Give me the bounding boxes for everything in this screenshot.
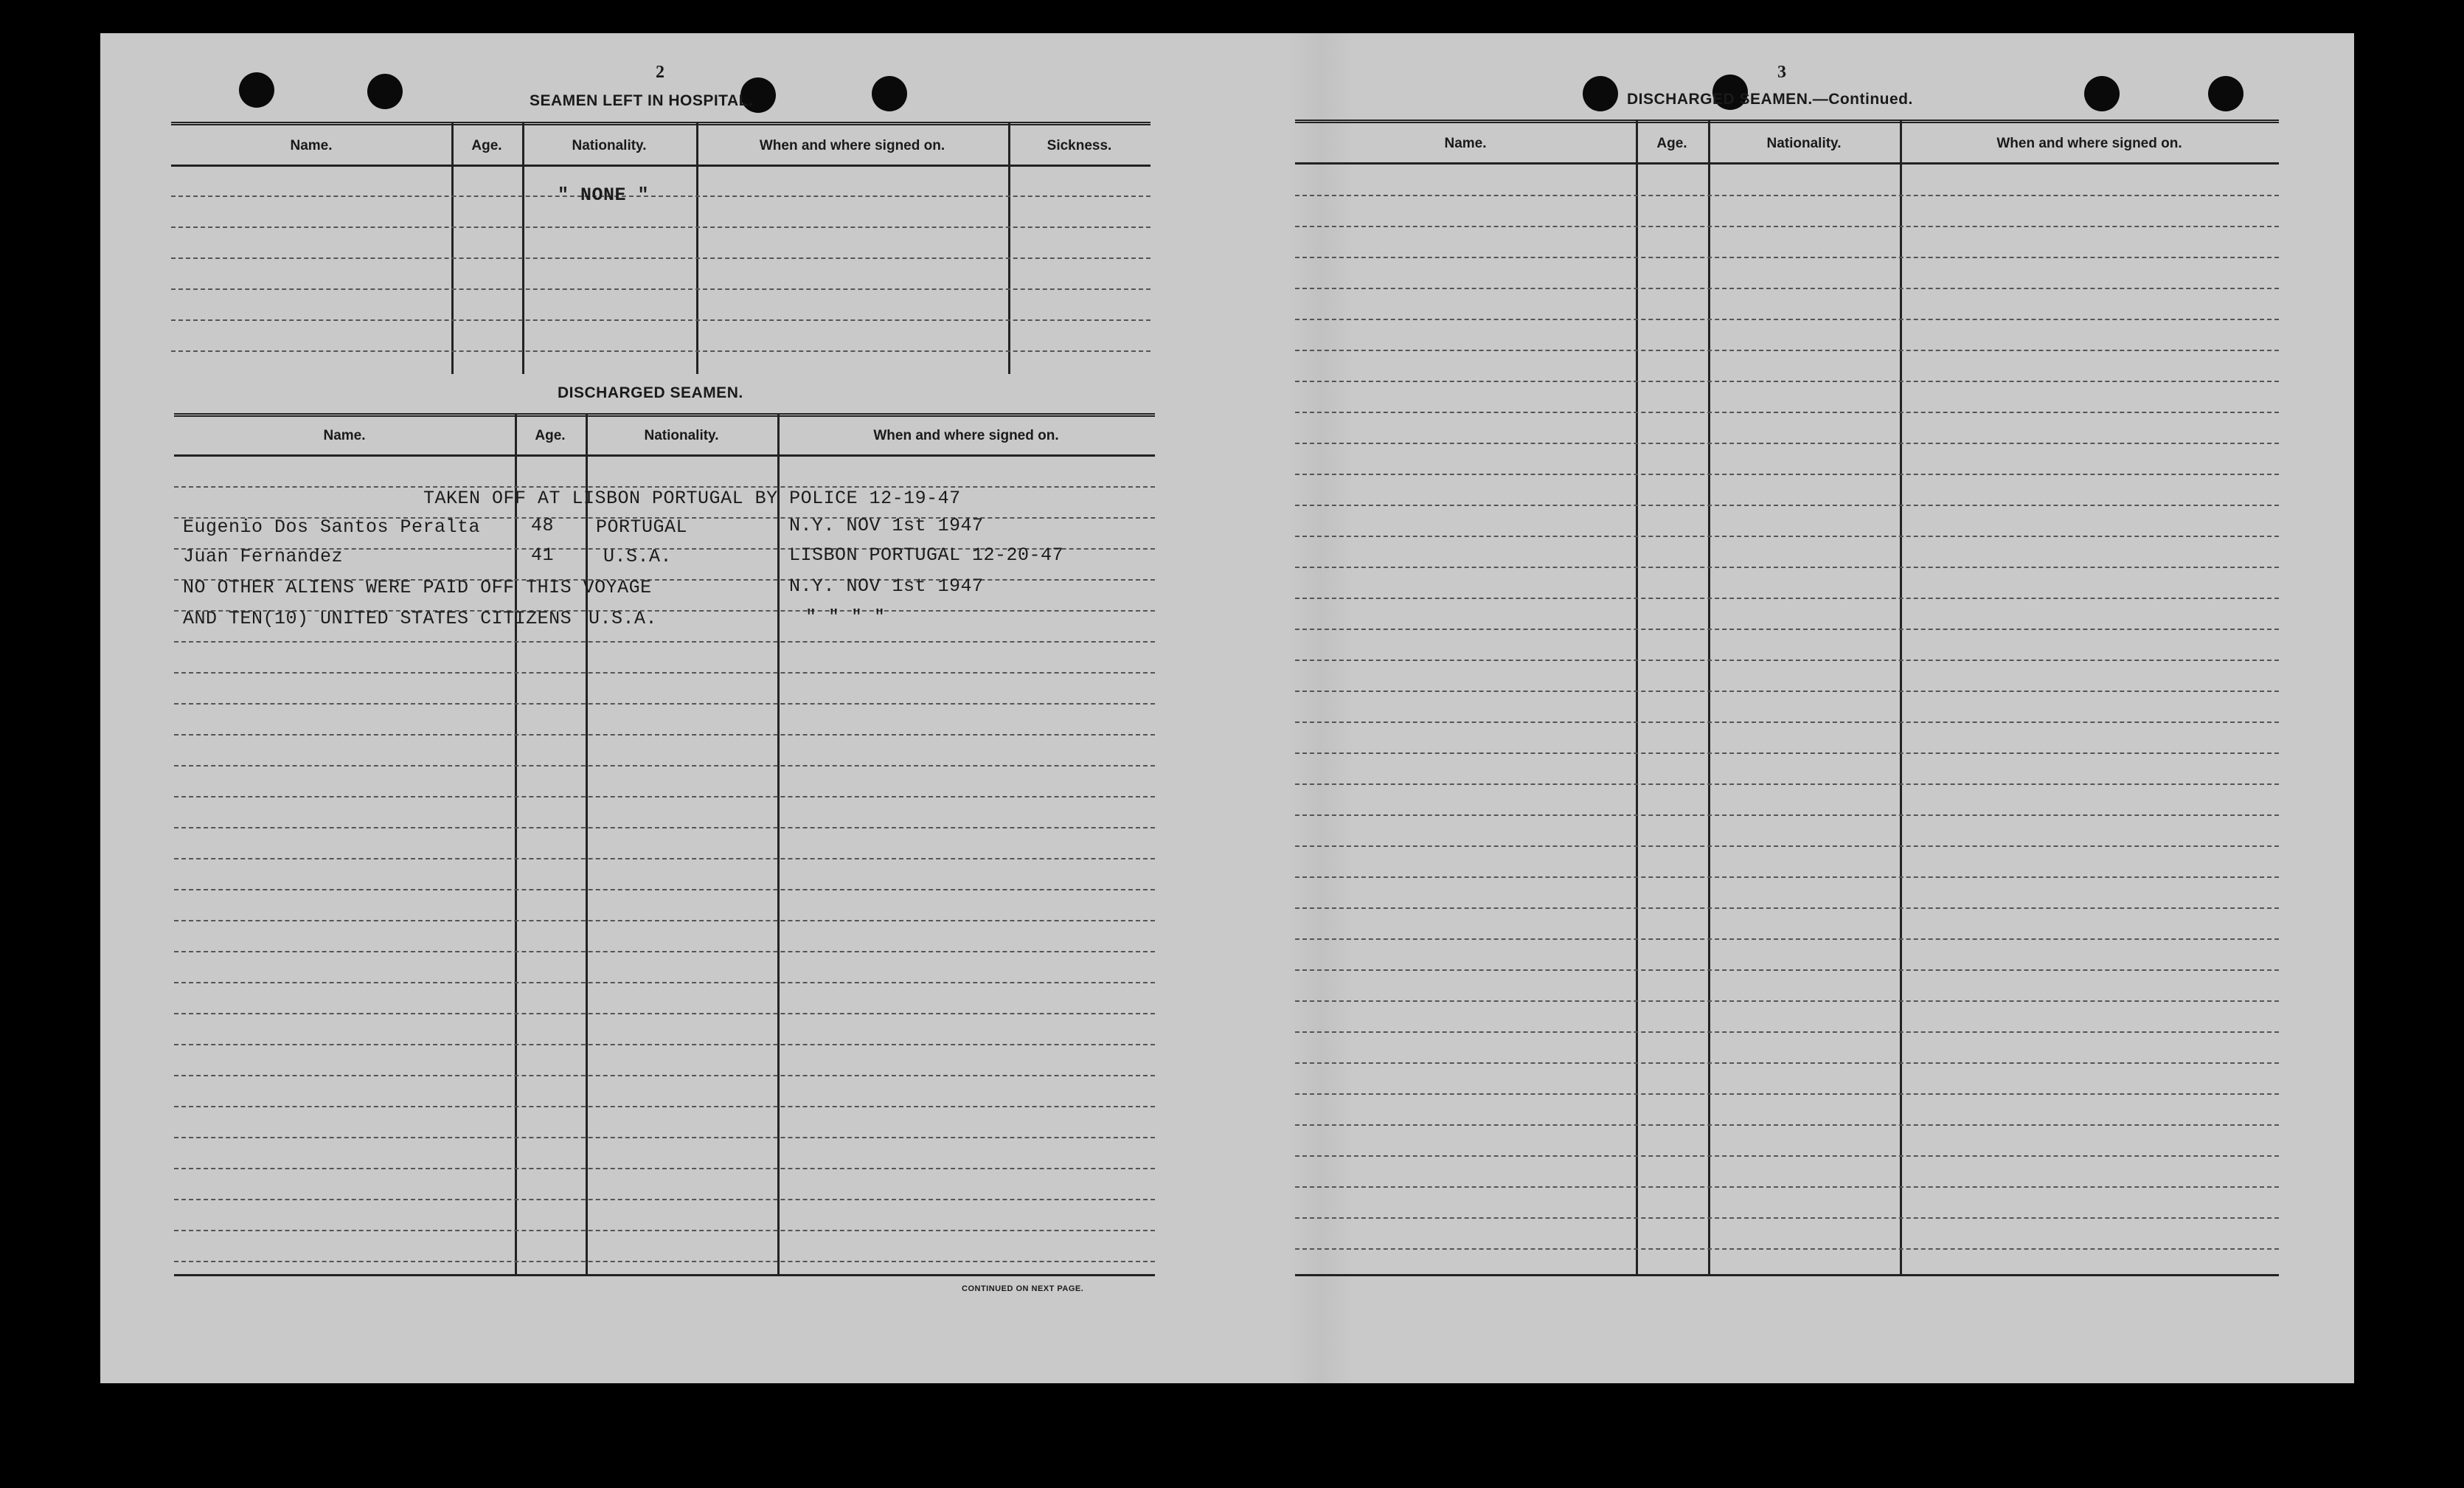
ruled-line [174, 765, 1155, 767]
table-rule [174, 454, 1155, 457]
ruled-line [1295, 536, 2279, 537]
discharged-continued-table [1295, 120, 2279, 1276]
ruled-line [174, 672, 1155, 674]
ruled-line [1295, 1155, 2279, 1157]
ruled-line [174, 889, 1155, 890]
ruled-line [1295, 226, 2279, 227]
row-1-signed-on: N.Y. NOV 1st 1947 [789, 515, 984, 536]
column-header-signed-on: When and where signed on. [873, 428, 1059, 443]
ruled-line [1295, 567, 2279, 568]
ruled-line [1295, 814, 2279, 816]
document-sheet [100, 33, 2354, 1383]
ruled-line [1295, 1062, 2279, 1064]
ruled-line [174, 1106, 1155, 1107]
ruled-line [1295, 474, 2279, 475]
row-4-name: AND TEN(10) UNITED STATES CITIZENS [183, 608, 572, 629]
row-2-nationality: U.S.A. [603, 546, 673, 567]
ruled-line [171, 350, 1151, 352]
ruled-line [174, 827, 1155, 828]
punch-hole [2084, 76, 2120, 111]
ruled-line [171, 257, 1151, 259]
right-section-title: DISCHARGED SEAMEN.—Continued. [1627, 91, 1913, 108]
continued-note: CONTINUED ON NEXT PAGE. [962, 1284, 1084, 1293]
ruled-line [174, 951, 1155, 952]
ruled-line [1295, 1186, 2279, 1188]
row-3-name: NO OTHER ALIENS WERE PAID OFF THIS VOYAGE [183, 577, 652, 598]
hospital-none-entry: " NONE " [558, 184, 650, 206]
punch-hole [872, 76, 907, 111]
column-header-signed-on: When and where signed on. [1996, 136, 2182, 151]
column-header-signed-on: When and where signed on. [759, 138, 945, 153]
row-1-nationality: PORTUGAL [596, 516, 688, 538]
ruled-line [1295, 443, 2279, 444]
police-note: TAKEN OFF AT LISBON PORTUGAL BY POLICE 12-19-47 [423, 488, 961, 509]
column-header-name: Name. [323, 428, 366, 443]
row-1-name: Eugenio Dos Santos Peralta [183, 516, 481, 538]
ruled-line [174, 920, 1155, 921]
ruled-line [1295, 721, 2279, 723]
ruled-line [1295, 288, 2279, 289]
ruled-line [174, 734, 1155, 736]
table-rule [171, 165, 1151, 167]
ruled-line [1295, 783, 2279, 785]
column-header-name: Name. [1444, 136, 1487, 151]
column-header-age: Age. [471, 138, 502, 153]
row-2-name: Juan Fernandez [183, 546, 344, 567]
row-2-signed-on: LISBON PORTUGAL 12-20-47 [789, 544, 1064, 566]
ruled-line [1295, 505, 2279, 506]
ruled-line [174, 703, 1155, 705]
column-divider [1008, 122, 1010, 374]
ruled-line [174, 1230, 1155, 1231]
ruled-line [1295, 752, 2279, 754]
column-header-nationality: Nationality. [644, 428, 719, 443]
ruled-line [1295, 1217, 2279, 1219]
punch-hole [2208, 76, 2243, 111]
ruled-line [1295, 1124, 2279, 1126]
column-header-nationality: Nationality. [1766, 136, 1842, 151]
ruled-line [1295, 629, 2279, 630]
punch-hole [239, 72, 274, 108]
ruled-line [1295, 1031, 2279, 1033]
ruled-line [1295, 691, 2279, 692]
ruled-line [171, 288, 1151, 290]
ruled-line [1295, 381, 2279, 382]
column-divider [451, 122, 454, 374]
row-4-nationality: U.S.A. [589, 608, 658, 629]
column-header-nationality: Nationality. [572, 138, 647, 153]
ruled-line [174, 641, 1155, 643]
row-2-age: 41 [531, 544, 555, 566]
ruled-line [174, 858, 1155, 859]
column-header-age: Age. [535, 428, 566, 443]
ruled-line [174, 1261, 1155, 1262]
page-number-right: 3 [1777, 63, 1786, 82]
ruled-line [1295, 350, 2279, 351]
ruled-line [1295, 1000, 2279, 1002]
column-divider [777, 413, 780, 1276]
ruled-line [174, 1199, 1155, 1200]
ruled-line [1295, 876, 2279, 878]
ruled-line [174, 1075, 1155, 1076]
ruled-line [174, 1013, 1155, 1014]
column-divider [1636, 120, 1638, 1276]
column-divider [515, 413, 517, 1276]
table-rule [1295, 120, 2279, 123]
ruled-line [1295, 319, 2279, 320]
ruled-line [1295, 907, 2279, 909]
ruled-line [1295, 1093, 2279, 1095]
hospital-section-title: SEAMEN LEFT IN HOSPITAL. [530, 92, 754, 109]
ruled-line [1295, 598, 2279, 599]
table-rule [171, 122, 1151, 125]
column-header-sickness: Sickness. [1047, 138, 1112, 153]
ruled-line [174, 1137, 1155, 1138]
punch-hole [1583, 76, 1618, 111]
table-rule [1295, 1274, 2279, 1276]
discharged-section-title: DISCHARGED SEAMEN. [558, 384, 743, 401]
ruled-line [1295, 938, 2279, 940]
ruled-line [1295, 195, 2279, 196]
ruled-line [1295, 1248, 2279, 1250]
row-3-signed-on: N.Y. NOV 1st 1947 [789, 575, 984, 597]
row-1-age: 48 [531, 515, 555, 536]
table-rule [174, 413, 1155, 417]
table-rule [174, 1274, 1155, 1276]
column-divider [696, 122, 698, 374]
ruled-line [171, 319, 1151, 321]
column-header-name: Name. [290, 138, 333, 153]
ruled-line [1295, 845, 2279, 847]
table-rule [1295, 162, 2279, 165]
column-header-age: Age. [1656, 136, 1687, 151]
row-4-signed-on: " " " " [805, 606, 886, 628]
ruled-line [174, 796, 1155, 797]
column-divider [1708, 120, 1710, 1276]
ruled-line [174, 1044, 1155, 1045]
ruled-line [174, 1168, 1155, 1169]
punch-hole [367, 74, 403, 109]
ruled-line [171, 226, 1151, 228]
ruled-line [1295, 257, 2279, 258]
column-divider [586, 413, 588, 1276]
page-number-left: 2 [656, 63, 664, 82]
ruled-line [1295, 660, 2279, 661]
ruled-line [174, 982, 1155, 983]
column-divider [522, 122, 524, 374]
hospital-table [171, 122, 1151, 374]
column-divider [1900, 120, 1902, 1276]
ruled-line [1295, 969, 2279, 971]
ruled-line [171, 195, 1151, 197]
discharged-table [174, 413, 1155, 1276]
ruled-line [1295, 412, 2279, 413]
